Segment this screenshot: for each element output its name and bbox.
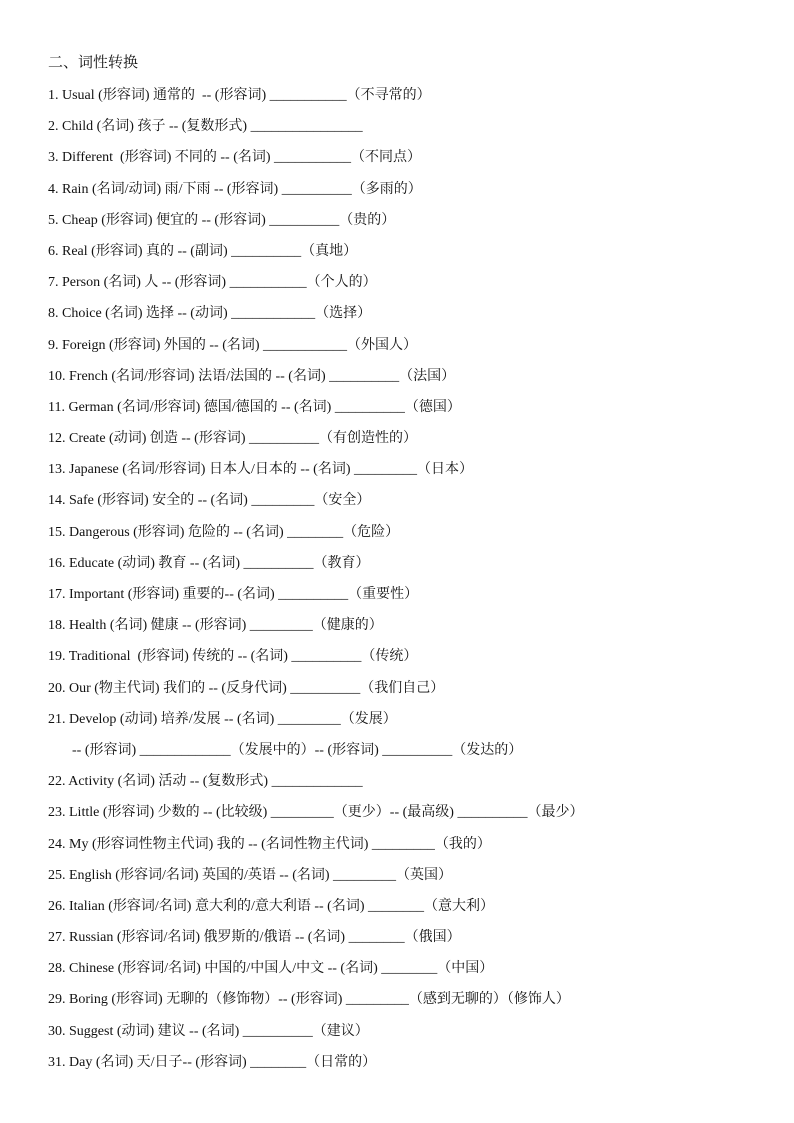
exercise-text: 30. Suggest (动词) 建议 -- (名词) __________（建议） [48, 1023, 369, 1039]
exercise-item-27 [48, 928, 788, 959]
exercise-item-8 [48, 304, 788, 335]
exercise-item-30 [48, 1022, 788, 1053]
exercise-text: 25. English (形容词/名词) 英国的/英语 -- (名词) _________（英国） [48, 867, 453, 883]
exercise-item-19 [48, 647, 788, 678]
exercise-text: -- (形容词) _____________（发展中的）-- (形容词) __________（发达的） [72, 742, 523, 758]
section-title: 二、词性转换 [48, 55, 139, 71]
exercise-item-15 [48, 523, 788, 554]
exercise-text: 20. Our (物主代词) 我们的 -- (反身代词) __________（我们自己） [48, 680, 445, 696]
exercise-item-7 [48, 273, 788, 304]
exercise-text: 24. My (形容词性物主代词) 我的 -- (名词性物主代词) _________（我的） [48, 836, 491, 852]
exercise-text: 6. Real (形容词) 真的 -- (副词) __________（真地） [48, 243, 358, 259]
exercise-text: 10. French (名词/形容词) 法语/法国的 -- (名词) __________（法国） [48, 368, 456, 384]
exercise-item-31 [48, 1053, 788, 1084]
exercise-text: 21. Develop (动词) 培养/发展 -- (名词) _________（发展） [48, 711, 397, 727]
exercise-text: 11. German (名词/形容词) 德国/德国的 -- (名词) __________（德国） [48, 399, 461, 415]
exercise-item-6 [48, 242, 788, 273]
exercise-item-26 [48, 897, 788, 928]
exercise-item-14 [48, 491, 788, 522]
exercise-item-16 [48, 554, 788, 585]
exercise-list [48, 86, 788, 1084]
exercise-text: 3. Different (形容词) 不同的 -- (名词) ___________（不同点） [48, 150, 422, 166]
exercise-item-23 [48, 803, 788, 834]
exercise-item-24 [48, 835, 788, 866]
exercise-text: 29. Boring (形容词) 无聊的（修饰物）-- (形容词) _________（感到无聊的）（修饰人） [48, 992, 570, 1008]
exercise-item-29 [48, 990, 788, 1021]
exercise-text: 4. Rain (名词/动词) 雨/下雨 -- (形容词) __________（多雨的） [48, 181, 422, 197]
exercise-item-22 [48, 772, 788, 803]
exercise-item-10 [48, 367, 788, 398]
exercise-text: 8. Choice (名词) 选择 -- (动词) ____________（选择） [48, 306, 372, 322]
exercise-item-5 [48, 211, 788, 242]
exercise-text: 18. Health (名词) 健康 -- (形容词) _________（健康的） [48, 618, 383, 634]
exercise-item-21 [48, 710, 788, 741]
exercise-text: 23. Little (形容词) 少数的 -- (比较级) _________（更少）-- (最高级) __________（最少） [48, 805, 584, 821]
exercise-item-25 [48, 866, 788, 897]
exercise-item-17 [48, 585, 788, 616]
exercise-text: 2. Child (名词) 孩子 -- (复数形式) ________________ [48, 119, 363, 135]
exercise-text: 7. Person (名词) 人 -- (形容词) ___________（个人的） [48, 275, 377, 291]
exercise-item-20 [48, 679, 788, 710]
exercise-item-18 [48, 616, 788, 647]
exercise-text: 17. Important (形容词) 重要的-- (名词) __________（重要性） [48, 587, 419, 602]
exercise-item-13 [48, 460, 788, 491]
exercise-text: 5. Cheap (形容词) 便宜的 -- (形容词) __________（贵的） [48, 212, 396, 228]
exercise-text: 13. Japanese (名词/形容词) 日本人/日本的 -- (名词) _________（日本） [48, 462, 474, 478]
exercise-text: 31. Day (名词) 天/日子-- (形容词) ________（日常的） [48, 1054, 377, 1070]
exercise-item-9 [48, 336, 788, 367]
exercise-item-3 [48, 148, 788, 179]
exercise-text: 1. Usual (形容词) 通常的 -- (形容词) ___________（不寻常的） [48, 88, 431, 103]
exercise-item-21-continued [48, 741, 788, 772]
exercise-text: 22. Activity (名词) 活动 -- (复数形式) _____________ [48, 774, 363, 790]
exercise-text: 12. Create (动词) 创造 -- (形容词) __________（有创造性的） [48, 431, 418, 447]
exercise-item-11 [48, 398, 788, 429]
exercise-text: 26. Italian (形容词/名词) 意大利的/意大利语 -- (名词) ________（意大利） [48, 898, 495, 914]
exercise-text: 16. Educate (动词) 教育 -- (名词) __________（教育） [48, 555, 370, 571]
exercise-text: 15. Dangerous (形容词) 危险的 -- (名词) ________（危险） [48, 524, 400, 540]
exercise-item-4 [48, 180, 788, 211]
exercise-item-1 [48, 86, 788, 117]
exercise-item-2 [48, 117, 788, 148]
exercise-item-28 [48, 959, 788, 990]
exercise-item-12 [48, 429, 788, 460]
exercise-text: 9. Foreign (形容词) 外国的 -- (名词) ____________（外国人） [48, 337, 418, 353]
exercise-text: 27. Russian (形容词/名词) 俄罗斯的/俄语 -- (名词) ________（俄国） [48, 930, 461, 946]
exercise-text: 28. Chinese (形容词/名词) 中国的/中国人/中文 -- (名词) ________（中国） [48, 961, 494, 977]
exercise-text: 14. Safe (形容词) 安全的 -- (名词) _________（安全） [48, 493, 371, 509]
exercise-text: 19. Traditional (形容词) 传统的 -- (名词) __________（传统） [48, 649, 418, 665]
